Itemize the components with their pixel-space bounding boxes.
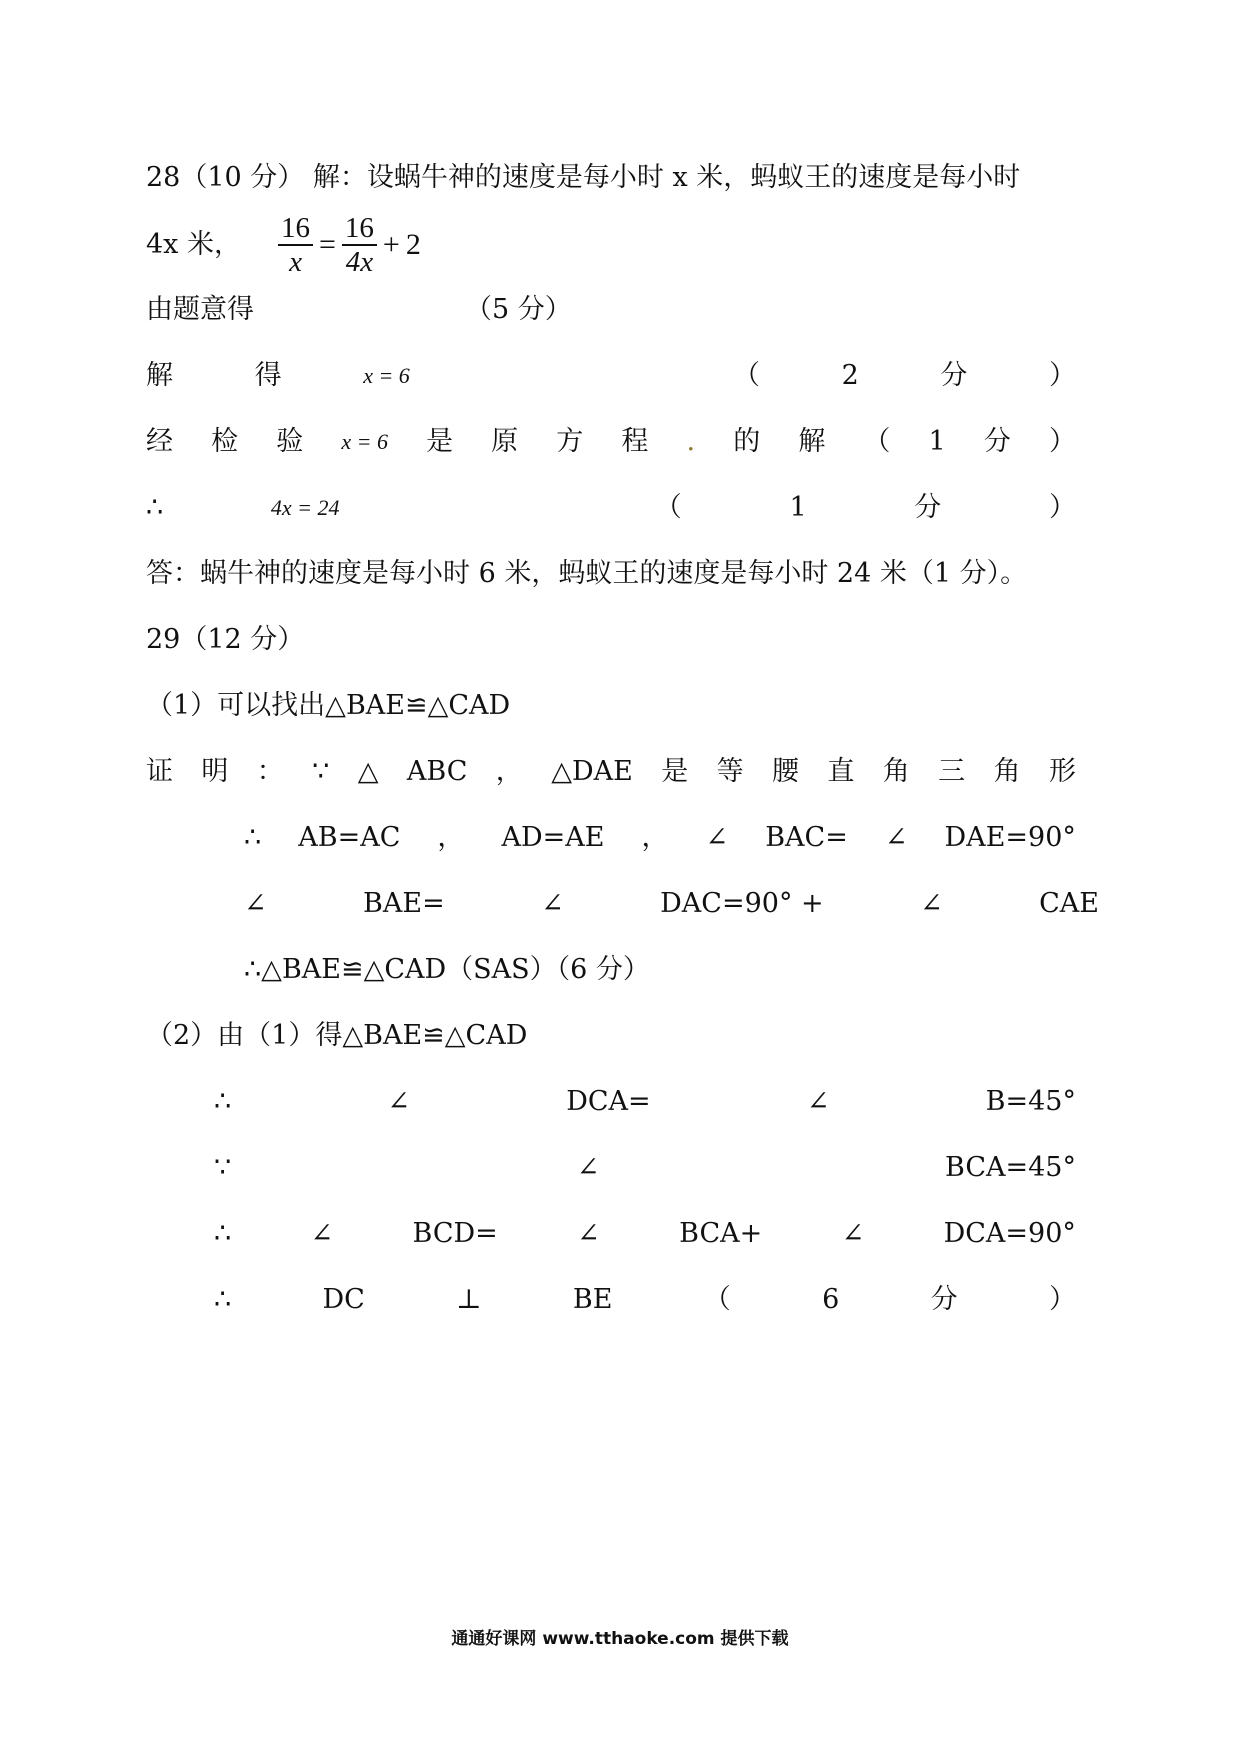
text-token: 的 — [733, 426, 761, 457]
text-token: 直 — [827, 756, 855, 787]
text-token: BE — [572, 1284, 613, 1315]
text-token: B=45° — [985, 1086, 1076, 1117]
text-token: BAE= — [363, 888, 445, 919]
text-token: 角 — [993, 756, 1021, 787]
text-token: 是 — [661, 756, 689, 787]
equation — [278, 212, 421, 278]
q29-p2-line2 — [214, 1150, 1076, 1186]
q28-therefore-line — [146, 490, 1076, 526]
text-token: 形 — [1048, 756, 1076, 787]
fraction-right-numerator: 16 — [344, 212, 374, 244]
text-token: ∵ — [214, 1152, 232, 1183]
text-token: ∠ — [541, 888, 564, 919]
text-token: ∴ — [214, 1086, 232, 1117]
text-token: 分 — [983, 426, 1011, 457]
text-token: ⊥ — [456, 1284, 482, 1315]
text-token: 程 — [621, 426, 649, 457]
text-token: △DAE — [551, 756, 633, 787]
text-token: 分 — [940, 360, 968, 391]
q28-solve-line — [146, 358, 1076, 394]
text-token: 1 — [789, 492, 807, 523]
text-token: 6 — [822, 1284, 840, 1315]
text-token: BAC= — [765, 822, 848, 853]
text-token: ∠ — [920, 888, 943, 919]
text-token: ） — [1048, 1284, 1076, 1315]
text-token: CAE — [1039, 888, 1099, 919]
text-token: ∠ — [884, 822, 908, 853]
text-token: （ — [703, 1284, 731, 1315]
text-token: DCA= — [566, 1086, 651, 1117]
text-token: DAE=90° — [944, 822, 1076, 853]
text-token: BCA+ — [679, 1218, 763, 1249]
text-token: ∠ — [310, 1218, 334, 1249]
q28-line3-score: （5 分） — [465, 294, 572, 325]
text-token: 分 — [930, 1284, 958, 1315]
math-token: 4x = 24 — [270, 495, 340, 520]
text-token: 解 — [798, 426, 826, 457]
text-token: ∠ — [244, 888, 267, 919]
text-token: 角 — [882, 756, 910, 787]
text-token: BCA=45° — [945, 1152, 1076, 1183]
text-token: ∴ — [214, 1284, 232, 1315]
plus-sign: + — [382, 228, 400, 261]
text-token: ， — [495, 756, 523, 787]
q28-answer: 答：蜗牛神的速度是每小时 6 米，蚂蚁王的速度是每小时 24 米（1 分）。 — [146, 558, 1028, 589]
text-token: ∠ — [387, 1086, 410, 1117]
q29-p2-line3 — [214, 1216, 1076, 1252]
text-token: 原 — [491, 426, 519, 457]
text-token: 三 — [938, 756, 966, 787]
text-token: BCD= — [412, 1218, 498, 1249]
text-token: ABC — [406, 756, 468, 787]
equation-constant: 2 — [405, 228, 421, 261]
text-token: ∴ — [244, 822, 262, 853]
text-token: （ — [863, 426, 891, 457]
fraction-left-denominator: x — [289, 246, 302, 278]
math-token: x = 6 — [363, 363, 410, 388]
text-token: ， — [437, 822, 465, 853]
text-token: 是 — [426, 426, 454, 457]
math-token: x = 6 — [341, 429, 388, 454]
text-token: ∠ — [705, 822, 729, 853]
q29-proof-line3 — [244, 886, 1099, 922]
text-token: ∴ — [146, 492, 164, 523]
text-token: ∴ — [214, 1218, 232, 1249]
q29-p2-line4 — [214, 1282, 1076, 1318]
text-token: 得 — [254, 360, 282, 391]
text-token: （ — [733, 360, 760, 391]
q28-line2-prefix: 4x 米， — [146, 229, 241, 260]
q29-header: 29（12 分） — [146, 624, 305, 655]
text-token: . — [686, 426, 696, 457]
text-token: ∵ — [312, 756, 330, 787]
q28-header: 28（10 分） 解：设蜗牛神的速度是每小时 x 米，蚂蚁王的速度是每小时 — [146, 162, 1021, 193]
text-token: ： — [256, 756, 284, 787]
fraction-left — [278, 212, 313, 278]
equals-sign: = — [319, 228, 336, 261]
q29-proof-line4: ∴△BAE≌△CAD（SAS）（6 分） — [244, 954, 650, 985]
text-token: DAC=90° + — [660, 888, 824, 919]
text-token: ∠ — [577, 1218, 600, 1249]
text-token: 分 — [914, 492, 942, 523]
text-token: DCA=90° — [943, 1218, 1076, 1249]
text-token: AB=AC — [298, 822, 401, 853]
text-token: 检 — [211, 426, 239, 457]
text-token: 明 — [201, 756, 229, 787]
q28-check-line — [146, 424, 1076, 460]
q29-part1-title: （1）可以找出△BAE≌△CAD — [146, 690, 511, 721]
text-token: ， — [641, 822, 669, 853]
text-token: AD=AE — [501, 822, 605, 853]
text-token: ） — [1048, 426, 1076, 457]
fraction-left-numerator: 16 — [281, 212, 310, 244]
text-token: ∠ — [576, 1152, 600, 1183]
text-token: 解 — [146, 360, 173, 391]
q29-part2-title: （2）由（1）得△BAE≌△CAD — [146, 1020, 528, 1051]
text-token: ） — [1048, 492, 1076, 523]
page-footer: 通通好课网 www.tthaoke.com 提供下载 — [451, 1629, 789, 1649]
text-token: （ — [654, 492, 682, 523]
text-token: 经 — [146, 426, 173, 457]
text-token: 2 — [841, 360, 859, 391]
q28-line3: 由题意得 — [146, 294, 254, 325]
q29-p2-line1 — [214, 1084, 1076, 1120]
text-token: 证 — [146, 756, 173, 787]
text-token: 方 — [556, 426, 584, 457]
text-token: △ — [357, 756, 379, 787]
text-token: ∠ — [841, 1218, 865, 1249]
text-token: ） — [1048, 360, 1076, 391]
fraction-right — [342, 212, 377, 278]
q29-proof-line1 — [146, 754, 1076, 790]
fraction-right-denominator: 4x — [345, 246, 374, 278]
text-token: 验 — [276, 426, 304, 457]
q29-proof-line2 — [244, 820, 1076, 856]
text-token: ∠ — [806, 1086, 830, 1117]
text-token: 腰 — [771, 756, 799, 787]
text-token: 等 — [716, 756, 744, 787]
text-token: 1 — [928, 426, 946, 457]
text-token: DC — [322, 1284, 365, 1315]
